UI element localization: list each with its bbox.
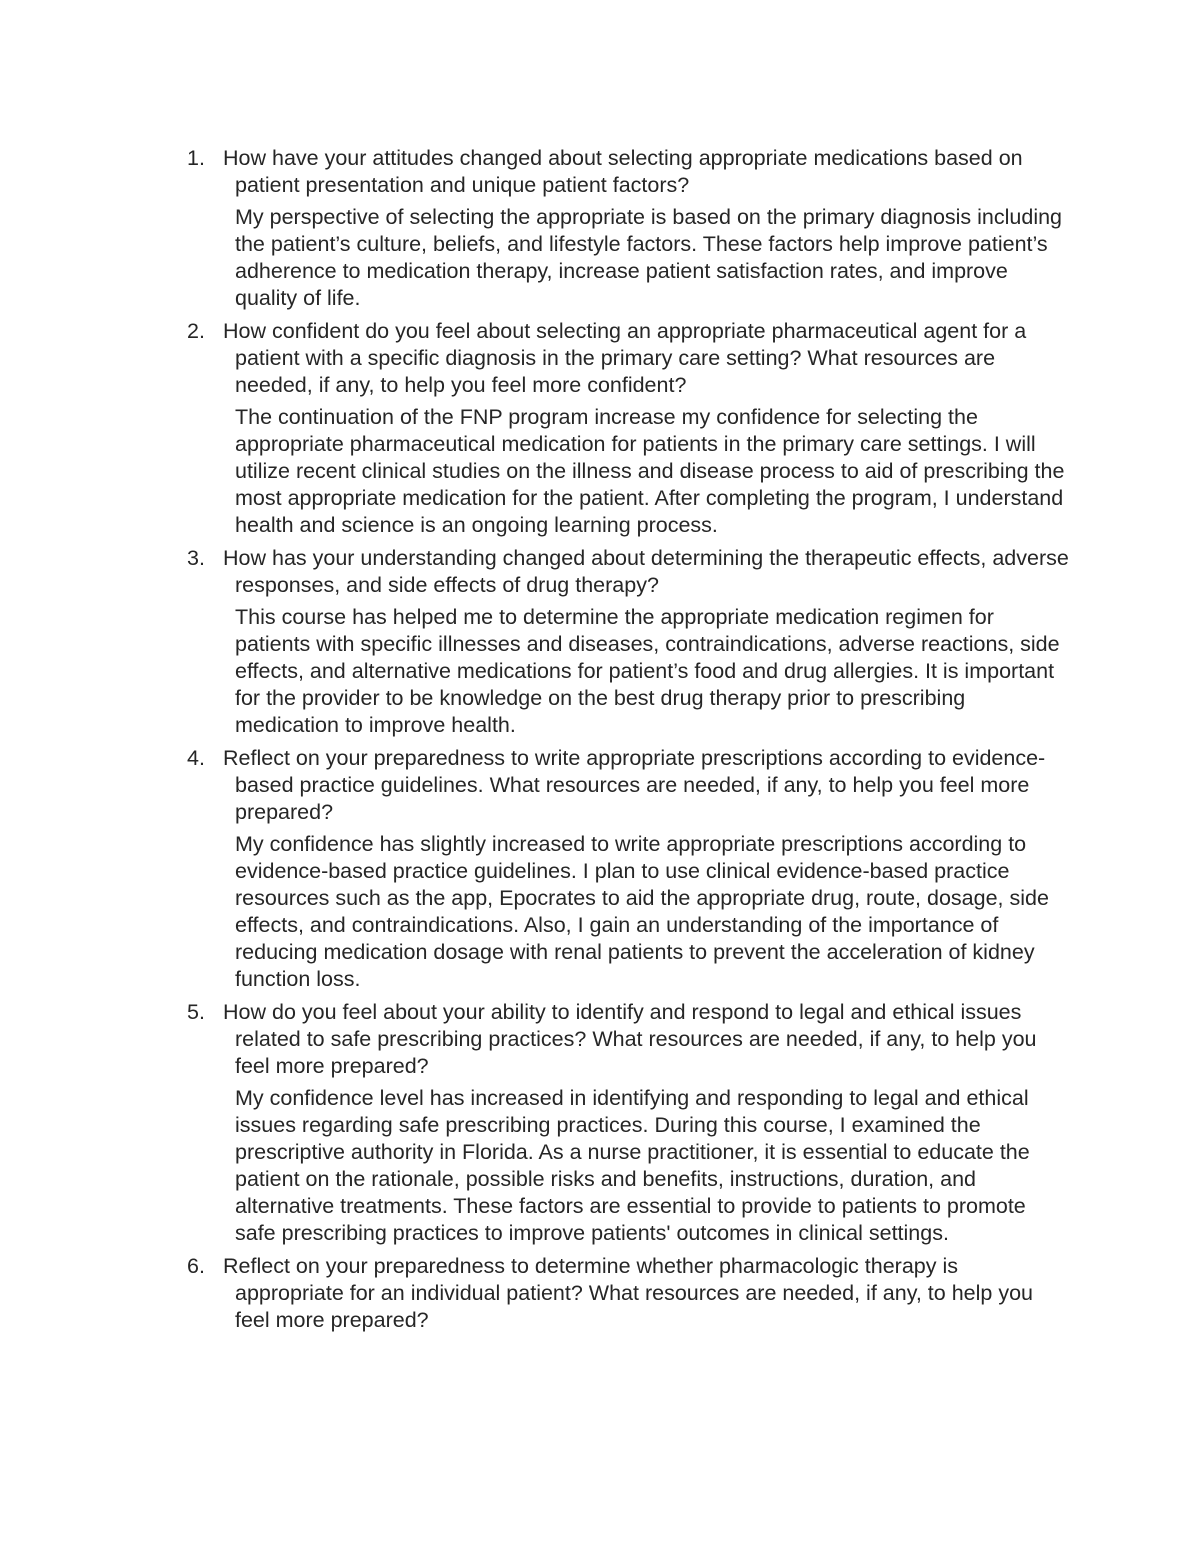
list-item-1 (180, 145, 1070, 312)
answer-text: The continuation of the FNP program increase my confidence for selecting the appropriate pharmaceutical medication for patients in the primary care settings. I will utilize recent clinical studies on the illness and disease process to aid of prescribing the most appropriate medication for the patient. After completing the program, I understand health and science is an ongoing learning process. (235, 405, 1065, 537)
list-item-4 (180, 745, 1070, 993)
question-text: Reflect on your preparedness to determine whether pharmacologic therapy is appropriate for an individual patient? What resources are needed, if any, to help you feel more prepared? (223, 1254, 1033, 1332)
question-text: How do you feel about your ability to identify and respond to legal and ethical issues related to safe prescribing practices? What resources are needed, if any, to help you feel more prepared? (223, 1000, 1037, 1078)
item-number: 3. (187, 546, 205, 570)
question-text: How confident do you feel about selecting an appropriate pharmaceutical agent for a patient with a specific diagnosis in the primary care setting? What resources are needed, if any, to help you feel more confident? (223, 319, 1027, 397)
list-item-5 (180, 999, 1070, 1247)
answer-text: My confidence level has increased in identifying and responding to legal and ethical issues regarding safe prescribing practices. During this course, I examined the prescriptive authority in Florida. As a nurse practitioner, it is essential to educate the patient on the rationale, possible risks and benefits, instructions, duration, and alternative treatments. These factors are essential to provide to patients to promote safe prescribing practices to improve patients' outcomes in clinical settings. (235, 1086, 1030, 1245)
item-number: 6. (187, 1254, 205, 1278)
list-item-2 (180, 318, 1070, 539)
question-text: How has your understanding changed about determining the therapeutic effects, adverse responses, and side effects of drug therapy? (223, 546, 1069, 597)
item-number: 4. (187, 746, 205, 770)
item-number: 5. (187, 1000, 205, 1024)
list-item-3 (180, 545, 1070, 739)
answer-text: This course has helped me to determine the appropriate medication regimen for patients with specific illnesses and diseases, contraindications, adverse reactions, side effects, and alternative medications for patient’s food and drug allergies. It is important for the provider to be knowledge on the best drug therapy prior to prescribing medication to improve health. (235, 605, 1060, 737)
answer-text: My confidence has slightly increased to write appropriate prescriptions according to evidence-based practice guidelines. I plan to use clinical evidence-based practice resources such as the app, Epocrates to aid the appropriate drug, route, dosage, side effects, and contraindications. Also, I gain an understanding of the importance of reducing medication dosage with renal patients to prevent the acceleration of kidney function loss. (235, 832, 1049, 991)
item-number: 2. (187, 319, 205, 343)
reflection-question-list (180, 145, 1070, 1340)
answer-text: My perspective of selecting the appropriate is based on the primary diagnosis including the patient’s culture, beliefs, and lifestyle factors. These factors help improve patient’s adherence to medication therapy, increase patient satisfaction rates, and improve quality of life. (235, 205, 1063, 310)
question-text: How have your attitudes changed about selecting appropriate medications based on patient presentation and unique patient factors? (223, 146, 1023, 197)
question-text: Reflect on your preparedness to write appropriate prescriptions according to evidence-based practice guidelines. What resources are needed, if any, to help you feel more prepared? (223, 746, 1046, 824)
list-item-6 (180, 1253, 1070, 1334)
item-number: 1. (187, 146, 205, 170)
